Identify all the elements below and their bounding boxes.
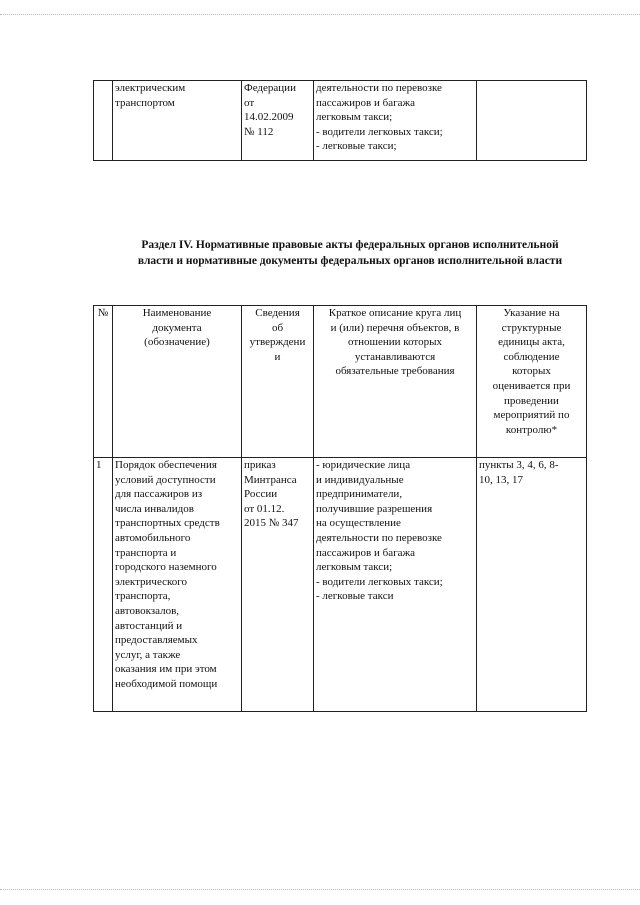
cell-text-line: получившие разрешения xyxy=(316,502,433,515)
cell-text-line: Сведения xyxy=(255,307,300,319)
cell-text-line: обязательные требования xyxy=(335,365,455,378)
cell-text-line: № xyxy=(97,307,109,319)
cell-text-line: автовокзалов, xyxy=(115,604,180,617)
cell-text-line: и индивидуальные xyxy=(316,473,404,486)
cell-text-line: пассажиров и багажа xyxy=(316,546,415,559)
cell-text-line: городского наземного xyxy=(115,561,217,574)
continuation-description-cell xyxy=(314,81,477,161)
cell-text-line: электрического xyxy=(115,575,188,588)
cell-text-line: оказания им при этом xyxy=(115,663,217,676)
cell-text-line: Минтранса xyxy=(244,473,297,486)
continuation-row xyxy=(94,81,587,161)
section-heading-line-1: Раздел IV. Нормативные правовые акты федеральных органов исполнительной xyxy=(141,239,559,251)
cell-text-line: от 01.12. xyxy=(244,502,285,515)
continuation-table xyxy=(93,80,587,161)
cell-text-line: 10, 13, 17 xyxy=(479,473,523,486)
normative-acts-table xyxy=(93,305,587,712)
cell-text-line: документа xyxy=(152,321,202,334)
table-header-row xyxy=(94,306,587,458)
cell-text-line: устанавливаются xyxy=(354,350,436,363)
cell-text-line: - водители легковых такси; xyxy=(316,575,443,588)
cell-text-line: об xyxy=(271,321,284,334)
cell-text-line: - юридические лица xyxy=(316,459,411,471)
cell-text-line: Указание на xyxy=(503,307,560,319)
cell-text-line: транспорта и xyxy=(115,546,177,559)
cell-text-line: деятельности по перевозке xyxy=(316,82,442,94)
row-document-name xyxy=(113,458,242,712)
cell-text-line: условий доступности xyxy=(115,473,216,486)
cell-text-line: мероприятий по xyxy=(493,409,570,422)
cell-text-line: № 112 xyxy=(244,125,274,138)
cell-text-line: необходимой помощи xyxy=(115,677,218,690)
cell-text-line: автостанций и xyxy=(115,619,183,632)
cell-text-line: числа инвалидов xyxy=(115,502,194,515)
cell-text-line: проведении xyxy=(504,394,559,407)
cell-text-line: структурные xyxy=(501,321,562,334)
cell-text-line: приказ xyxy=(244,459,276,471)
header-description xyxy=(314,306,477,458)
cell-text-line: утверждени xyxy=(249,336,306,349)
row-number: 1 xyxy=(94,458,113,712)
cell-text-line: транспортом xyxy=(115,96,175,109)
cell-text-line: Наименование xyxy=(142,307,212,319)
header-document-name xyxy=(113,306,242,458)
cell-text-line: 14.02.2009 xyxy=(244,111,294,124)
cell-text-line: (обозначение) xyxy=(144,336,210,349)
continuation-name-cell xyxy=(113,81,242,161)
cell-text-line: деятельности по перевозке xyxy=(316,531,442,544)
cell-text-line: на осуществление xyxy=(316,517,401,530)
cell-text-line: пункты 3, 4, 6, 8- xyxy=(479,459,559,471)
cell-text-line: услуг, а также xyxy=(115,648,181,661)
cell-text-line: предприниматели, xyxy=(316,488,403,501)
header-approval-info xyxy=(242,306,314,458)
continuation-num-cell xyxy=(94,81,113,161)
cell-text-line: - легковые такси xyxy=(316,590,394,603)
header-structural-units xyxy=(477,306,587,458)
cell-text-line: автомобильного xyxy=(115,531,191,544)
section-heading-line-2: власти и нормативные документы федеральных органов исполнительной власти xyxy=(137,255,563,267)
header-number xyxy=(94,306,113,458)
cell-text-line: Порядок обеспечения xyxy=(115,459,217,471)
cell-text-line: отношении которых xyxy=(347,336,442,349)
cell-text-line: от xyxy=(244,96,255,109)
cell-text-line: единицы акта, xyxy=(498,336,565,349)
scan-edge-bottom xyxy=(0,889,640,890)
cell-text-line: для пассажиров из xyxy=(115,488,203,501)
row-structural-units xyxy=(477,458,587,712)
continuation-approval-cell xyxy=(242,81,314,161)
cell-text-line: - водители легковых такси; xyxy=(316,125,443,138)
continuation-units-cell xyxy=(477,81,587,161)
row-approval-info xyxy=(242,458,314,712)
row-description xyxy=(314,458,477,712)
table-row xyxy=(94,458,587,712)
cell-text-line: транспорта, xyxy=(115,590,171,603)
cell-text-line: оценивается при xyxy=(492,379,571,392)
cell-text-line: соблюдение xyxy=(503,350,560,363)
cell-text-line: электрическим xyxy=(115,82,186,94)
cell-text-line: и xyxy=(274,350,281,363)
cell-text-line: которых xyxy=(512,365,551,378)
cell-text-line: предоставляемых xyxy=(115,634,198,647)
cell-text-line: России xyxy=(244,488,278,501)
cell-text-line: пассажиров и багажа xyxy=(316,96,415,109)
cell-text-line: транспортных средств xyxy=(115,517,220,530)
cell-text-line: легковым такси; xyxy=(316,561,393,574)
cell-text-line: 2015 № 347 xyxy=(244,517,299,530)
section-heading xyxy=(60,237,640,269)
cell-text-line: контролю* xyxy=(505,423,558,436)
cell-text-line: - легковые такси; xyxy=(316,140,397,153)
cell-text-line: легковым такси; xyxy=(316,111,393,124)
cell-text-line: и (или) перечня объектов, в xyxy=(330,321,460,334)
scan-edge-top xyxy=(0,14,640,15)
cell-text-line: Краткое описание круга лиц xyxy=(328,307,462,319)
cell-text-line: Федерации xyxy=(244,82,296,94)
